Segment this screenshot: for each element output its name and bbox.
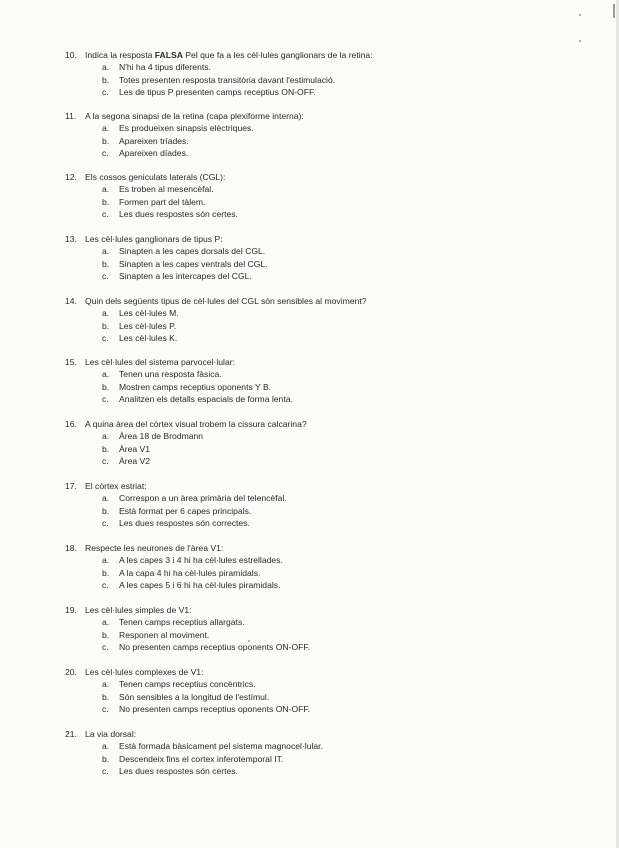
question-number: 19. bbox=[65, 605, 77, 615]
option-text: Totes presenten resposta transitòria davant l'estimulació. bbox=[119, 74, 336, 85]
answer-option bbox=[102, 333, 177, 344]
option-letter: a. bbox=[102, 493, 110, 504]
question-number: 20. bbox=[65, 667, 77, 677]
answer-option bbox=[102, 308, 179, 319]
answer-option bbox=[102, 444, 150, 455]
option-letter: c. bbox=[102, 270, 109, 281]
option-text: Es troben al mesencèfal. bbox=[119, 184, 214, 195]
answer-option bbox=[102, 741, 323, 752]
option-letter: a. bbox=[102, 741, 110, 752]
answer-option bbox=[102, 766, 238, 777]
answer-option bbox=[102, 617, 245, 628]
option-letter: c. bbox=[102, 517, 109, 528]
question-text bbox=[65, 667, 203, 678]
question-stem: El còrtex estriat: bbox=[85, 481, 147, 491]
question-stem: A quina àrea del còrtex visual trobem la cissura calcarina? bbox=[85, 419, 307, 429]
option-letter: c. bbox=[102, 86, 109, 97]
option-letter: b. bbox=[102, 258, 110, 269]
scan-mark bbox=[613, 4, 615, 18]
question-stem: Indica la resposta bbox=[85, 50, 155, 60]
question-stem: Les cèl·lules simples de V1: bbox=[85, 605, 192, 615]
answer-option bbox=[102, 209, 238, 220]
answer-option bbox=[102, 369, 222, 380]
answer-option bbox=[102, 456, 150, 467]
option-letter: c. bbox=[102, 579, 109, 590]
option-letter: a. bbox=[102, 184, 110, 195]
answer-option bbox=[102, 148, 188, 159]
answer-option bbox=[102, 568, 260, 579]
question-number: 16. bbox=[65, 419, 77, 429]
question-stem: Les cèl·lules del sistema parvocel·lular: bbox=[85, 357, 235, 367]
option-text: Són sensibles a la longitud de l'estímul. bbox=[119, 691, 270, 702]
question-stem: Els cossos geniculats laterals (CGL): bbox=[85, 172, 226, 182]
option-letter: a. bbox=[102, 123, 110, 134]
option-text: No presenten camps receptius oponents ON-OFF. bbox=[119, 703, 311, 714]
answer-option bbox=[102, 580, 280, 591]
option-letter: a. bbox=[102, 246, 110, 257]
option-text: Sinapten a les capes ventrals del CGL. bbox=[119, 258, 268, 269]
answer-option bbox=[102, 394, 293, 405]
answer-option bbox=[102, 259, 268, 270]
option-letter: a. bbox=[102, 369, 110, 380]
question-number: 21. bbox=[65, 729, 77, 739]
option-letter: c. bbox=[102, 147, 109, 158]
option-text: Formen part del tàlem. bbox=[119, 196, 206, 207]
option-letter: a. bbox=[102, 431, 110, 442]
question-text bbox=[65, 357, 235, 368]
answer-option bbox=[102, 87, 316, 98]
option-letter: c. bbox=[102, 208, 109, 219]
option-text: Apareixen tríades. bbox=[119, 135, 189, 146]
option-text: Les dues respostes són certes. bbox=[119, 208, 238, 219]
question-text bbox=[65, 111, 304, 122]
option-text: Sinapten a les capes dorsals del CGL. bbox=[119, 246, 266, 257]
answer-option bbox=[102, 431, 203, 442]
question-emphasis: FALSA bbox=[154, 50, 183, 60]
answer-option bbox=[102, 754, 283, 765]
question-number: 10. bbox=[65, 50, 77, 60]
option-letter: c. bbox=[102, 641, 109, 652]
option-text: Està format per 6 capes principals. bbox=[119, 505, 252, 516]
question-number: 17. bbox=[65, 481, 77, 491]
question-text bbox=[65, 605, 192, 616]
option-letter: a. bbox=[102, 679, 110, 690]
option-text: Les cèl·lules K. bbox=[119, 332, 178, 343]
option-letter: c. bbox=[102, 703, 109, 714]
option-text: Correspon a un àrea primària del telencèfal. bbox=[119, 493, 287, 504]
option-text: Les dues respostes són certes. bbox=[119, 765, 238, 776]
question-stem: Respecte les neurones de l'àrea V1: bbox=[85, 543, 224, 553]
answer-option bbox=[102, 271, 252, 282]
answer-option bbox=[102, 555, 283, 566]
option-letter: a. bbox=[102, 617, 110, 628]
option-text: Es produeixen sinapsis elèctriques. bbox=[119, 123, 254, 134]
option-text: A les capes 5 i 6 hi ha cèl·lules piramidals. bbox=[119, 579, 281, 590]
question-number: 11. bbox=[65, 111, 77, 121]
option-letter: b. bbox=[102, 629, 110, 640]
answer-option bbox=[102, 692, 269, 703]
option-text: Les de tipus P presenten camps receptius ON-OFF. bbox=[119, 86, 316, 97]
option-text: Tenen camps receptius concèntrics. bbox=[119, 679, 256, 690]
option-text: Sinapten a les intercapes del CGL. bbox=[119, 270, 252, 281]
option-letter: a. bbox=[102, 308, 110, 319]
option-text: Tenen una resposta fàsica. bbox=[119, 369, 222, 380]
option-text: Descendeix fins el cortex inferotemporal IT. bbox=[119, 753, 284, 764]
question-text bbox=[65, 543, 223, 554]
question-number: 13. bbox=[65, 234, 77, 244]
option-text: Àrea 18 de Brodmann bbox=[119, 431, 204, 442]
option-text: Les cèl·lules P. bbox=[119, 320, 177, 331]
option-letter: b. bbox=[102, 567, 110, 578]
option-letter: c. bbox=[102, 765, 109, 776]
answer-option bbox=[102, 62, 211, 73]
answer-option bbox=[102, 184, 214, 195]
answer-option bbox=[102, 136, 189, 147]
answer-option bbox=[102, 123, 254, 134]
option-letter: b. bbox=[102, 74, 110, 85]
answer-option bbox=[102, 679, 256, 690]
option-letter: c. bbox=[102, 393, 109, 404]
answer-option bbox=[102, 197, 205, 208]
answer-option bbox=[102, 321, 176, 332]
option-letter: b. bbox=[102, 135, 110, 146]
answer-option bbox=[102, 382, 271, 393]
option-text: Les dues respostes són correctes. bbox=[119, 517, 250, 528]
answer-option bbox=[102, 518, 250, 529]
option-text: Àrea V2 bbox=[119, 455, 151, 466]
question-text bbox=[65, 481, 147, 492]
question-stem-continued: Pel que fa a les cèl·lules ganglionars de la retina: bbox=[182, 50, 373, 60]
scan-speck bbox=[579, 40, 581, 42]
option-text: Mostren camps receptius oponents Y B. bbox=[119, 381, 272, 392]
option-letter: b. bbox=[102, 320, 110, 331]
option-letter: b. bbox=[102, 505, 110, 516]
answer-option bbox=[102, 75, 335, 86]
question-stem: A la segona sinapsi de la retina (capa plexiforme interna): bbox=[85, 111, 304, 121]
question-text bbox=[65, 296, 367, 307]
option-letter: b. bbox=[102, 443, 110, 454]
option-text: Està formada bàsicament pel sistema magnocel·lular. bbox=[119, 741, 323, 752]
option-letter: b. bbox=[102, 196, 110, 207]
answer-option bbox=[102, 704, 310, 715]
question-stem: Quin dels següents tipus de cèl·lules del CGL són sensibles al moviment? bbox=[85, 296, 367, 306]
option-text: Àrea V1 bbox=[119, 443, 151, 454]
option-text: Tenen camps receptius allargats. bbox=[119, 617, 245, 628]
answer-option bbox=[102, 246, 265, 257]
option-text: Apareixen díades. bbox=[119, 147, 189, 158]
option-text: A la capa 4 hi ha cèl·lules piramidals. bbox=[119, 567, 261, 578]
answer-option bbox=[102, 642, 310, 653]
question-number: 15. bbox=[65, 357, 77, 367]
option-text: Analitzen els detalls espacials de forma lenta. bbox=[119, 393, 293, 404]
option-letter: c. bbox=[102, 332, 109, 343]
answer-option bbox=[102, 506, 251, 517]
answer-option bbox=[102, 630, 209, 641]
option-text: Les cèl·lules M. bbox=[119, 308, 179, 319]
option-letter: b. bbox=[102, 753, 110, 764]
option-text: No presenten camps receptius oponents ON-OFF. bbox=[119, 641, 311, 652]
answer-option bbox=[102, 493, 287, 504]
question-text bbox=[65, 172, 225, 183]
option-text: N'hi ha 4 tipus diferents. bbox=[119, 62, 211, 73]
option-letter: b. bbox=[102, 691, 110, 702]
option-letter: c. bbox=[102, 455, 109, 466]
question-number: 14. bbox=[65, 296, 77, 306]
option-letter: a. bbox=[102, 62, 110, 73]
question-stem: Les cèl·lules ganglionars de tipus P: bbox=[85, 234, 223, 244]
question-text bbox=[65, 729, 136, 740]
question-number: 12. bbox=[65, 172, 77, 182]
question-stem: Les cèl·lules complexes de V1: bbox=[85, 667, 204, 677]
question-text bbox=[65, 419, 307, 430]
question-text bbox=[65, 234, 223, 245]
scan-speck bbox=[579, 14, 581, 16]
option-text: A les capes 3 i 4 hi ha cèl·lules estrellades. bbox=[119, 555, 283, 566]
option-letter: b. bbox=[102, 381, 110, 392]
option-text: Responen al moviment. bbox=[119, 629, 210, 640]
question-text bbox=[65, 50, 373, 61]
question-number: 18. bbox=[65, 543, 77, 553]
option-letter: a. bbox=[102, 555, 110, 566]
question-stem: La via dorsal: bbox=[85, 729, 137, 739]
